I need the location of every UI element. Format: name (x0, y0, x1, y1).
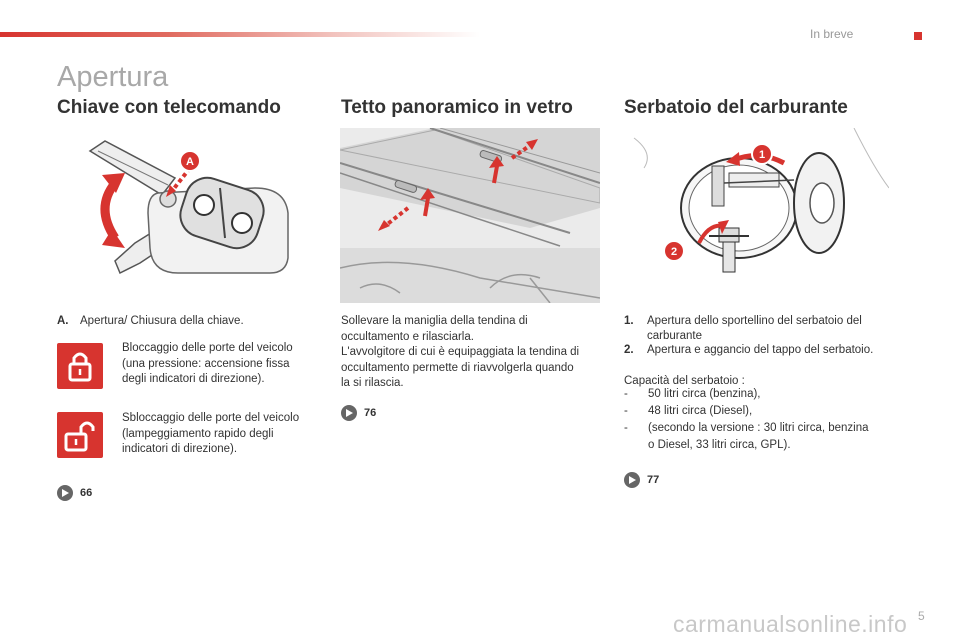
fuel-marker-2: 2 (670, 246, 678, 258)
ref-link-76[interactable]: 76 (341, 405, 376, 421)
section-label: In breve (810, 27, 854, 41)
key-marker-a: A (186, 156, 194, 168)
fuel-item-1: 1. Apertura dello sportellino del serbatoio del carburante (624, 315, 862, 342)
roof-illustration (340, 128, 600, 303)
col-title-fuel: Serbatoio del carburante (624, 97, 848, 118)
col-title-roof: Tetto panoramico in vetro (341, 97, 573, 118)
capacity-title: Capacità del serbatoio : (624, 375, 745, 387)
key-illustration (80, 133, 310, 283)
capacity-item-3: - (secondo la versione : 30 litri circa, benzina o Diesel, 33 litri circa, GPL). (624, 422, 869, 451)
lock-text: Bloccaggio delle porte del veicolo (una pressione: accensione fissa degli indicatori di direzione). (122, 342, 293, 385)
fuel-illustration (624, 128, 889, 303)
ref-link-77[interactable]: 77 (624, 472, 659, 488)
unlock-icon (57, 412, 103, 458)
lock-icon (57, 343, 103, 389)
page-ref-icon (624, 472, 640, 488)
header-accent-bar (0, 32, 480, 37)
roof-desc: Sollevare la maniglia della tendina di occultamento e rilasciarla. L'avvolgitore di cui è equipaggiata la tendina di occultamento permette di riavvolgerla quando la si rilascia. (341, 315, 580, 389)
watermark: carmanualsonline.info (673, 611, 908, 637)
page-title: Apertura (57, 61, 169, 93)
page-ref-icon (341, 405, 357, 421)
page-number: 5 (918, 609, 925, 623)
fuel-marker-1: 1 (758, 149, 766, 161)
section-marker (914, 32, 922, 40)
ref-link-66[interactable]: 66 (57, 485, 92, 501)
unlock-text: Sbloccaggio delle porte del veicolo (lampeggiamento rapido degli indicatori di direzione). (122, 412, 300, 455)
col-title-key: Chiave con telecomando (57, 97, 281, 118)
page-ref-icon (57, 485, 73, 501)
